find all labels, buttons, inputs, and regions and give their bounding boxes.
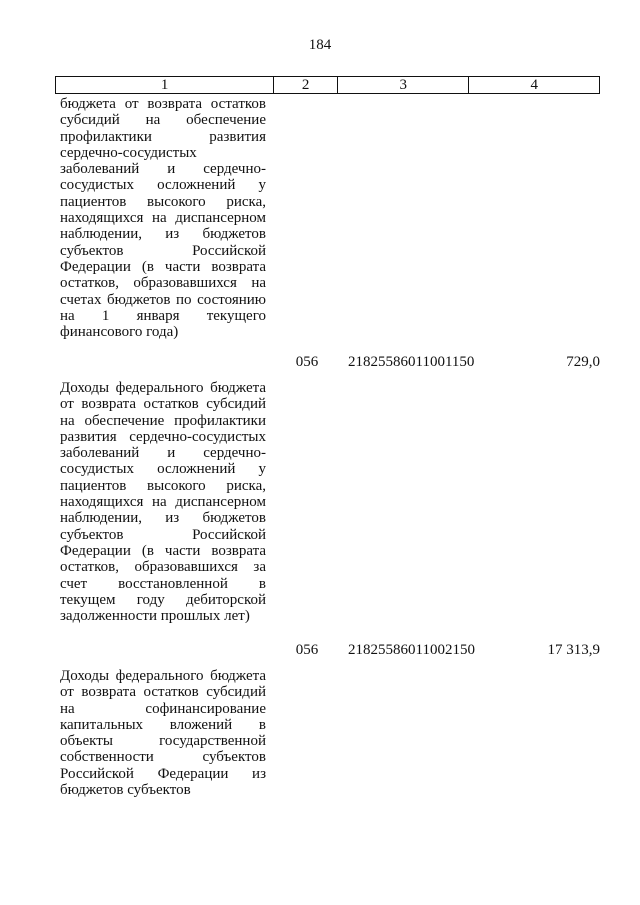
- header-col-4: 4: [468, 77, 599, 93]
- kbk-code: 21825586011001150: [348, 354, 475, 370]
- table-row: [60, 668, 600, 828]
- row-description: Доходы федерального бюджета от возврата остатков субсидий на софинансирование капитальных вложений в объекты государственной собственности субъектов Российской Федерации из бюджетов субъектов: [60, 668, 266, 799]
- admin-code: 056: [295, 642, 319, 658]
- page-number: 184: [308, 37, 332, 53]
- header-col-2: 2: [273, 77, 337, 93]
- table-header: [55, 76, 600, 94]
- admin-code: 056: [295, 354, 319, 370]
- row-description: Доходы федерального бюджета от возврата остатков субсидий на обеспечение профилактики развития сердечно-сосудистых заболеваний и сердечно-сосудистых осложнений у пациентов высокого риска, находящихся на диспансерном наблюдении, из бюджетов субъектов Российской Федерации (в части возврата остатков, образовавшихся за счет восстановленной в текущем году дебиторской задолженности прошлых лет): [60, 380, 266, 625]
- table-row: [60, 380, 600, 660]
- kbk-code: 21825586011002150: [348, 642, 475, 658]
- amount: 17 313,9: [547, 642, 600, 658]
- table-row: [60, 96, 600, 372]
- header-col-3: 3: [337, 77, 469, 93]
- header-col-1: 1: [160, 77, 169, 93]
- row-description: бюджета от возврата остатков субсидий на обеспечение профилактики развития сердечно-сосудистых заболеваний и сердечно-сосудистых осложнений у пациентов высокого риска, находящихся на диспансерном наблюдении, из бюджетов субъектов Российской Федерации (в части возврата остатков, образовавшихся на счетах бюджетов по состоянию на 1 января текущего финансового года): [60, 96, 266, 341]
- amount: 729,0: [566, 354, 600, 370]
